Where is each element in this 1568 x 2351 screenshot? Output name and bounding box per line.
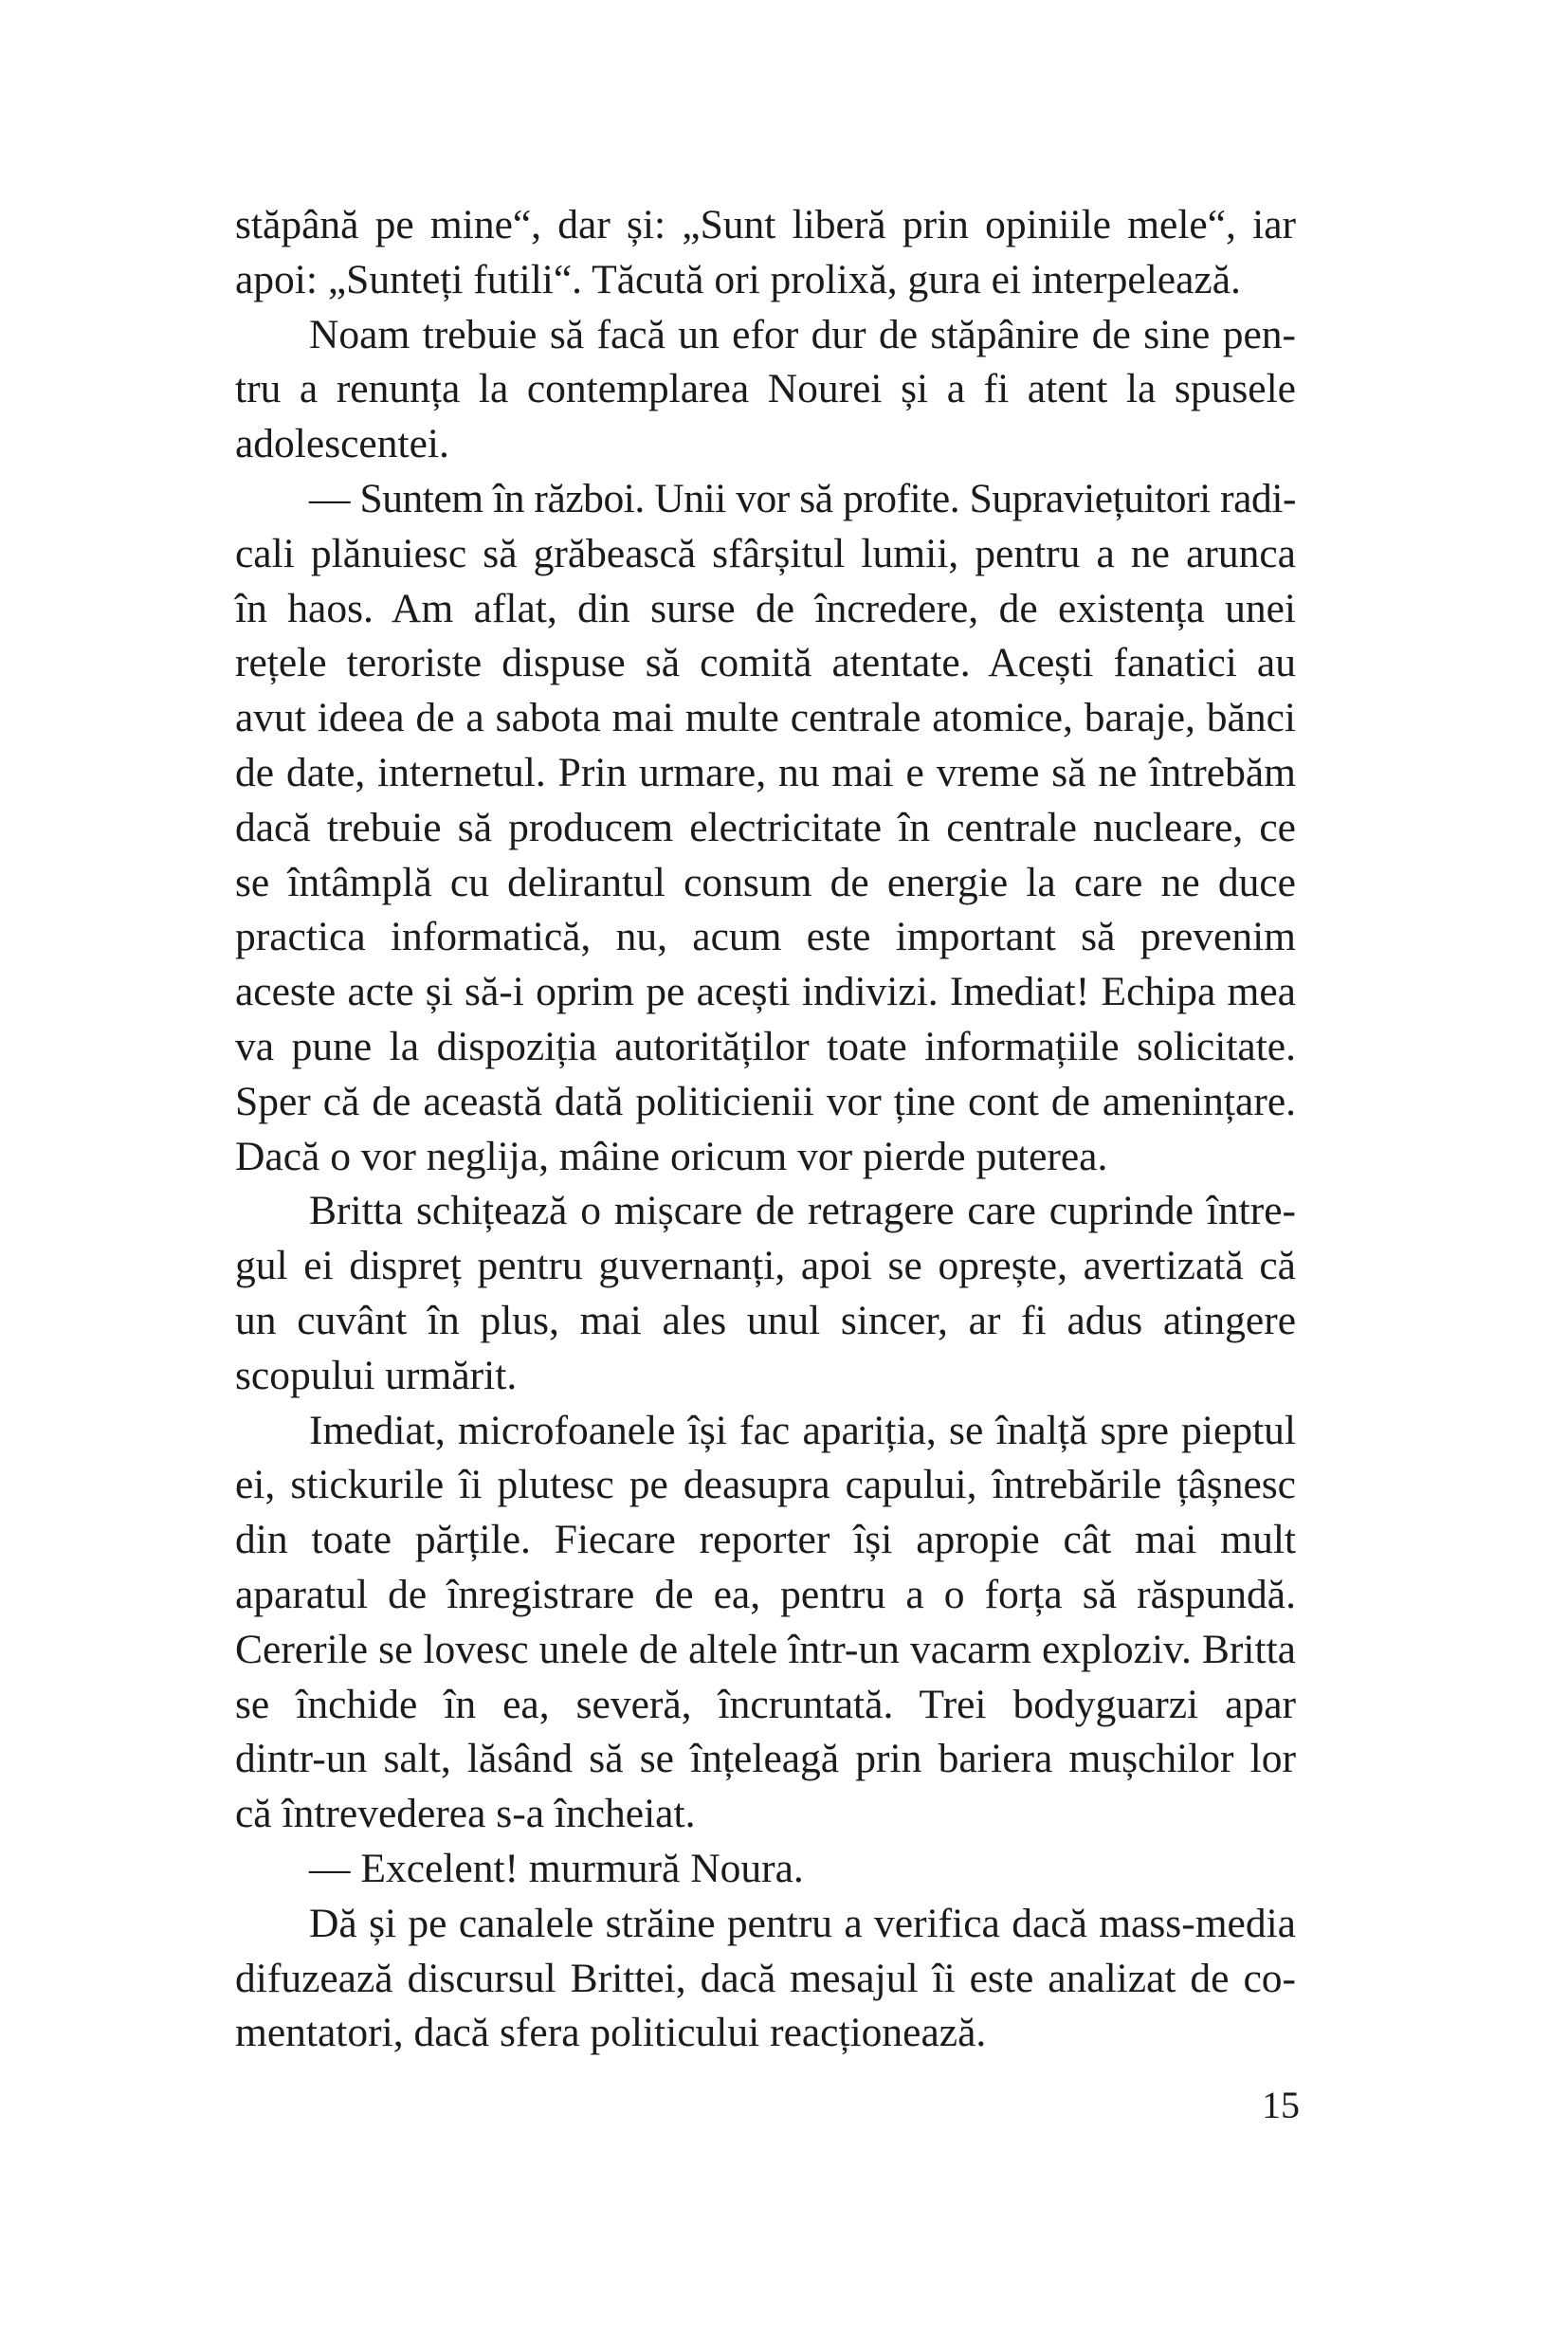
text-line: se închide în ea, severă, încruntată. Trei bodyguarzi apar [235,1681,1296,1727]
text-line: aceste acte și să-i oprim pe acești indivizi. Imediat! Echipa mea [235,969,1296,1015]
text-line: avut ideea de a sabota mai multe centrale atomice, baraje, bănci [235,695,1296,741]
text-line: difuzează discursul Brittei, dacă mesajul îi este analizat de co- [235,1955,1296,2001]
paragraph [235,308,1296,472]
paragraph [235,1404,1296,1842]
text-line: adolescentei. [235,421,449,467]
text-line: cali plănuiesc să grăbească sfârșitul lumii, pentru a ne arunca [235,530,1296,576]
text-line: se întâmplă cu delirantul consum de energie la care ne duce [235,859,1296,905]
text-line: Dacă o vor neglija, mâine oricum vor pierde puterea. [235,1133,1108,1179]
text-line: în haos. Am aflat, din surse de încredere, de existența unei [235,585,1296,631]
body-text [235,198,1296,2061]
paragraph [235,1842,1296,1897]
paragraph [235,198,1296,308]
text-line: dintr-un salt, lăsând să se înțeleagă prin bariera mușchilor lor [235,1736,1296,1782]
paragraph [235,1897,1296,2061]
text-line: Cererile se lovesc unele de altele într-un vacarm exploziv. Britta [235,1626,1296,1672]
text-line: Sper că de această dată politicienii vor ține cont de amenințare. [235,1078,1296,1124]
text-line: gul ei dispreț pentru guvernanți, apoi se oprește, avertizată că [235,1243,1296,1289]
page-number: 15 [1262,2084,1300,2126]
text-line: că întrevederea s-a încheiat. [235,1791,696,1837]
text-line: aparatul de înregistrare de ea, pentru a o forța să răspundă. [235,1571,1296,1617]
text-line: va pune la dispoziția autorităților toate informațiile solicitate. [235,1023,1296,1069]
text-line: ei, stickurile îi plutesc pe deasupra capului, întrebările țâșnesc [235,1462,1296,1508]
text-line: stăpână pe mine“, dar și: „Sunt liberă prin opiniile mele“, iar [235,202,1296,247]
text-line: din toate părțile. Fiecare reporter își apropie cât mai mult [235,1517,1296,1563]
text-line: rețele teroriste dispuse să comită atentate. Acești fanatici au [235,640,1296,686]
text-line: Imediat, microfoanele își fac apariția, se înalță spre pieptul [309,1407,1296,1453]
text-line: tru a renunța la contemplarea Nourei și a fi atent la spusele [235,366,1296,412]
text-line: Dă și pe canalele străine pentru a verifica dacă mass-media [309,1900,1296,1946]
text-line: practica informatică, nu, acum este important să prevenim [235,914,1296,960]
text-line: un cuvânt în plus, mai ales unul sincer, ar fi adus atingere [235,1297,1296,1343]
text-line: — Excelent! murmură Noura. [309,1845,804,1891]
paragraph [235,472,1296,1184]
text-line: mentatori, dacă sfera politicului reacționează. [235,2010,987,2056]
text-line: apoi: „Sunteți futili“. Tăcută ori prolixă, gura ei interpelează. [235,256,1241,302]
text-line: scopului urmărit. [235,1352,518,1398]
text-line: Britta schițează o mișcare de retragere care cuprinde între- [309,1188,1296,1234]
text-line: dacă trebuie să producem electricitate în centrale nucleare, ce [235,804,1296,850]
text-line: de date, internetul. Prin urmare, nu mai e vreme să ne întrebăm [235,749,1296,795]
text-line: — Suntem în război. Unii vor să profite. Supraviețuitori radi- [309,475,1296,521]
text-line: Noam trebuie să facă un efor dur de stăpânire de sine pen- [309,311,1296,357]
paragraph [235,1184,1296,1403]
